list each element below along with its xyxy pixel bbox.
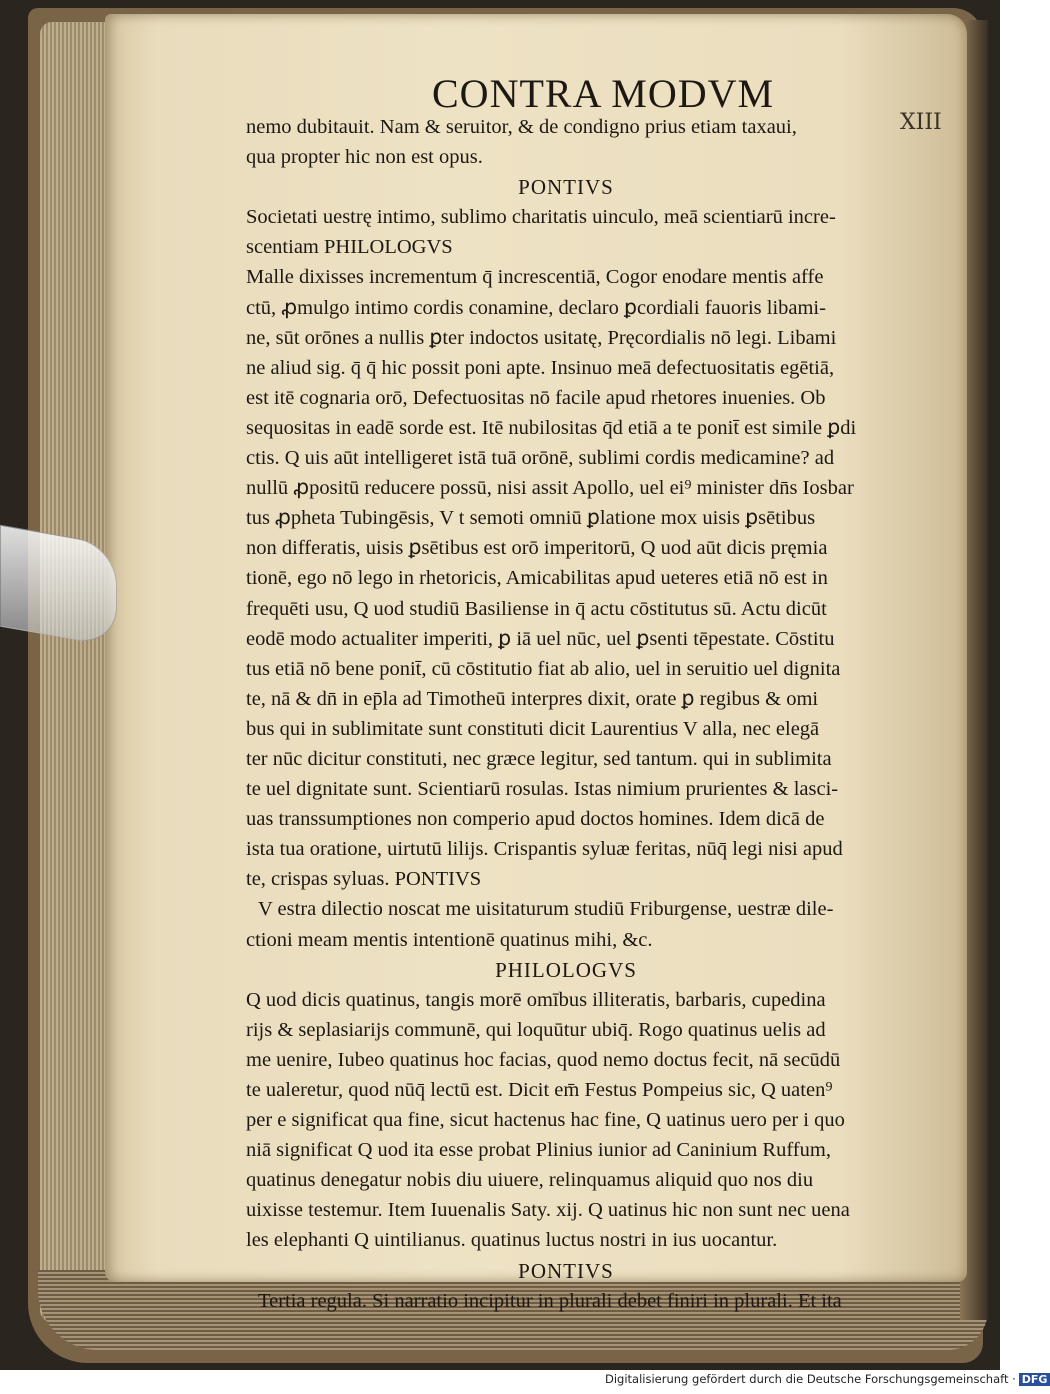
text-line: ctioni meam mentis intentionē quatinus mihi, &c.	[246, 928, 653, 951]
text-line: V estra dilectio noscat me uisitaturum studiū Friburgense, uestræ dile-	[258, 898, 834, 921]
text-line: te uel dignitate sunt. Scientiarū rosulas. Istas nimium prurientes & lasci-	[246, 778, 839, 801]
speaker-heading: PONTIVS	[518, 1258, 614, 1283]
text-line: bus qui in sublimitate sunt constituti dicit Laurentius V alla, nec elegā	[246, 717, 820, 740]
text-line: ne aliud sig. q̄ q̄ hic possit poni apte. Insinuo meā defectuositatis egētiā,	[246, 356, 835, 379]
text-line: te, crispas syluas. PONTIVS	[246, 868, 482, 891]
text-line: Q uod dicis quatinus, tangis morē omībus illiteratis, barbaris, cupedina	[246, 988, 826, 1011]
text-line: scentiam PHILOLOGVS	[246, 236, 453, 259]
text-line: ter nūc dicitur constituti, nec græce legitur, sed tantum. qui in sublimita	[246, 747, 832, 770]
running-head: CONTRA MODVM	[432, 71, 775, 116]
speaker-heading: PONTIVS	[518, 175, 614, 200]
text-line: nullū ꝓpositū reducere possū, nisi assit Apollo, uel ei⁹ minister dn̄s Iosbar	[246, 477, 854, 500]
funding-footer	[605, 1372, 1050, 1386]
folio-number: XIII	[900, 110, 942, 135]
text-line: nemo dubitauit. Nam & seruitor, & de condigno prius etiam taxaui,	[246, 116, 797, 138]
text-line: eodē modo actualiter imperiti, ꝑ iā uel nūc, uel ꝑsenti tēpestate. Cōstitu	[246, 627, 835, 650]
text-line: uas transsumptiones non comperio apud doctos homines. Idem dicā de	[246, 808, 825, 831]
text-line: non differatis, uisis ꝑsētibus est orō imperitorū, Q uod aūt dicis pręmia	[246, 537, 828, 560]
text-line: tus ꝓpheta Tubingēsis, V t semoti omniū ꝑlatione mox uisis ꝑsētibus	[246, 507, 816, 530]
footer-text: Digitalisierung gefördert durch die Deutsche Forschungsgemeinschaft ·	[605, 1372, 1016, 1386]
text-line: frequēti usu, Q uod studiū Basiliense in q̄ actu cōstitutus sū. Actu dicūt	[246, 597, 827, 620]
text-line: me uenire, Iubeo quatinus hoc facias, quod nemo doctus fecit, nā secūdū	[246, 1048, 841, 1071]
text-line: les elephanti Q uintilianus. quatinus luctus nostri in ius uocantur.	[246, 1229, 778, 1252]
text-line: sequositas in eadē sorde est. Itē nubilositas q̄d etiā a te ponit̄ est simile ꝑdi	[246, 416, 857, 439]
speaker-heading: PHILOLOGVS	[495, 957, 637, 982]
text-line: qua propter hic non est opus.	[246, 146, 483, 169]
text-line: ne, sūt orōnes a nullis ꝑter indoctos usitatę, Pręcordialis nō legi. Libami	[246, 326, 837, 349]
text-line: uixisse testemur. Item Iuuenalis Saty. xij. Q uatinus hic non sunt nec uena	[246, 1199, 850, 1222]
text-line: Tertia regula. Si narratio incipitur in plurali debet finiri in plurali. Et ita	[258, 1289, 842, 1312]
text-line: tionē, ego nō lego in rhetoricis, Amicabilitas apud ueteres etiā nō est in	[246, 567, 828, 590]
text-line: te ualeretur, quod nūq̄ lectū est. Dicit em̄ Festus Pompeius sic, Q uaten⁹	[246, 1079, 833, 1101]
text-line: niā significat Q uod ita esse probat Plinius iunior ad Caninium Ruffum,	[246, 1139, 831, 1162]
text-line: ista tua oratione, uirtutū lilijs. Crispantis syluæ feritas, nūq̄ legi nisi apud	[246, 838, 843, 861]
dfg-logo-icon: DFG	[1019, 1373, 1050, 1386]
text-line: quatinus denegatur nobis diu uiuere, relinquamus aliquid quo nos diu	[246, 1169, 814, 1192]
text-line: est itē cognaria orō, Defectuositas nō facile apud rhetores inuenies. Ob	[246, 386, 826, 409]
text-line: te, nā & dn̄ in ep̄la ad Timotheū interpres dixit, orate ꝑ regibus & omi	[246, 687, 819, 710]
text-line: ctis. Q uis aūt intelligeret istā tuā orōnē, sublimi cordis medicamine? ad	[246, 447, 835, 470]
body-text	[246, 112, 886, 1316]
text-line: ctū, ꝓmulgo intimo cordis conamine, declaro ꝑcordiali fauoris libami-	[246, 296, 826, 319]
text-line: tus etiā nō bene ponit̄, cū cōstitutio fiat ab alio, uel in seruitio uel dignita	[246, 657, 841, 680]
text-line: Malle dixisses incrementum q̄ increscentiā, Cogor enodare mentis affe	[246, 266, 824, 289]
text-line: rijs & seplasiarijs communē, qui loquūtur ubiq̄. Rogo quatinus uelis ad	[246, 1018, 826, 1041]
text-line: per e significat qua fine, sicut hactenus hac fine, Q uatinus uero per i quo	[246, 1109, 845, 1132]
text-line: Societati uestrę intimo, sublimo charitatis uinculo, meā scientiarū incre-	[246, 206, 836, 229]
